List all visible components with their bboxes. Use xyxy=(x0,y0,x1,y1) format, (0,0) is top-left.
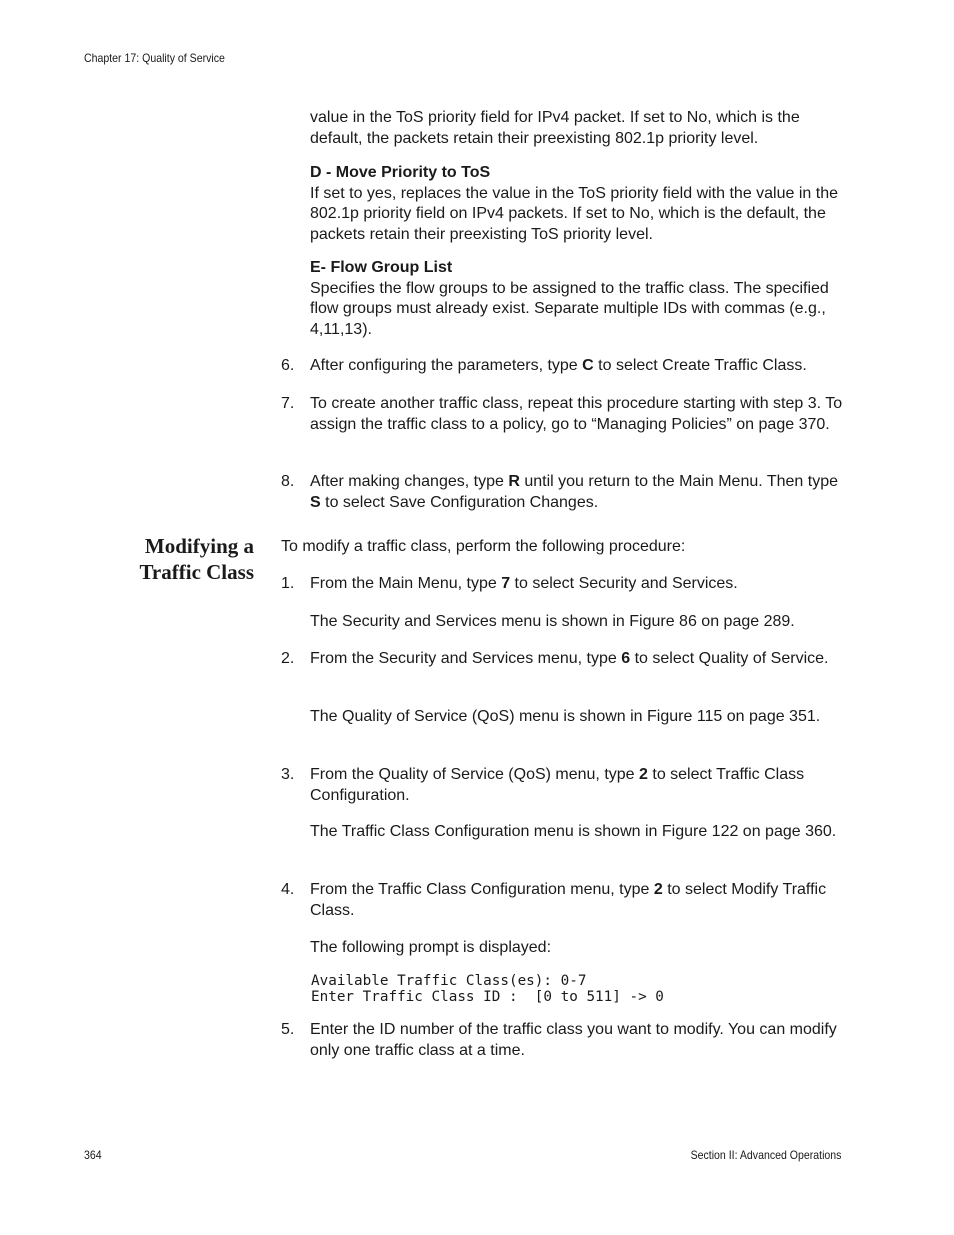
running-header: Chapter 17: Quality of Service xyxy=(84,51,225,65)
step-6 xyxy=(281,356,851,377)
step-text: After configuring the parameters, type C to select Create Traffic Class. xyxy=(310,357,807,374)
step-text: After making changes, type R until you return to the Main Menu. Then type S to select Save Configuration Changes. xyxy=(310,473,838,511)
step-number: 4. xyxy=(281,881,295,898)
continued-paragraph xyxy=(310,108,850,149)
footer-section: Section II: Advanced Operations xyxy=(690,1148,841,1162)
step-text: From the Main Menu, type 7 to select Security and Services. xyxy=(310,575,738,592)
page-number: 364 xyxy=(84,1148,102,1162)
step-2-note: The Quality of Service (QoS) menu is shown in Figure 115 on page 351. xyxy=(310,708,821,725)
step-number: 6. xyxy=(281,357,295,374)
step-number: 1. xyxy=(281,575,295,592)
step-1-note: The Security and Services menu is shown in Figure 86 on page 289. xyxy=(310,613,795,630)
parameter-e xyxy=(310,258,850,340)
parameter-d-title: D - Move Priority to ToS xyxy=(310,164,491,181)
parameter-d xyxy=(310,163,850,245)
step-text: From the Security and Services menu, type 6 to select Quality of Service. xyxy=(310,650,829,667)
step-number: 2. xyxy=(281,650,295,667)
paragraph-text: value in the ToS priority field for IPv4 packet. If set to No, which is the default, the packets retain their preexisting 802.1p priority level. xyxy=(310,109,800,147)
section-heading: Modifying a Traffic Class xyxy=(139,534,254,584)
step-4-note: The following prompt is displayed: xyxy=(310,939,552,956)
step-text: From the Traffic Class Configuration menu, type 2 to select Modify Traffic Class. xyxy=(310,881,827,919)
step-4 xyxy=(281,880,851,921)
step-number: 8. xyxy=(281,473,295,490)
step-5 xyxy=(281,1020,851,1061)
prompt-line-2: Enter Traffic Class ID : [0 to 511] -> 0 xyxy=(311,989,664,1005)
step-text: To create another traffic class, repeat this procedure starting with step 3. To assign the traffic class to a policy, go to “Managing Policies” on page 370. xyxy=(310,395,843,433)
step-number: 3. xyxy=(281,766,295,783)
step-number: 7. xyxy=(281,395,295,412)
step-7 xyxy=(281,394,851,435)
step-number: 5. xyxy=(281,1021,295,1038)
step-1 xyxy=(281,574,851,595)
step-3 xyxy=(281,765,851,806)
step-text: Enter the ID number of the traffic class you want to modify. You can modify only one traffic class at a time. xyxy=(310,1021,837,1059)
prompt-line-1: Available Traffic Class(es): 0-7 xyxy=(311,973,587,989)
parameter-d-text: If set to yes, replaces the value in the ToS priority field with the value in the 802.1p priority field on IPv4 packets. If set to No, which is the default, the packets retain their preexisting ToS priority level. xyxy=(310,184,838,243)
step-3-note: The Traffic Class Configuration menu is shown in Figure 122 on page 360. xyxy=(310,823,837,840)
step-text: From the Quality of Service (QoS) menu, type 2 to select Traffic Class Configuration. xyxy=(310,766,805,804)
step-8 xyxy=(281,472,851,513)
section-intro: To modify a traffic class, perform the following procedure: xyxy=(281,538,686,555)
parameter-e-text: Specifies the flow groups to be assigned to the traffic class. The specified flow groups must already exist. Separate multiple IDs with commas (e.g., 4,11,13). xyxy=(310,279,829,338)
parameter-e-title: E- Flow Group List xyxy=(310,259,453,276)
step-2 xyxy=(281,649,851,670)
